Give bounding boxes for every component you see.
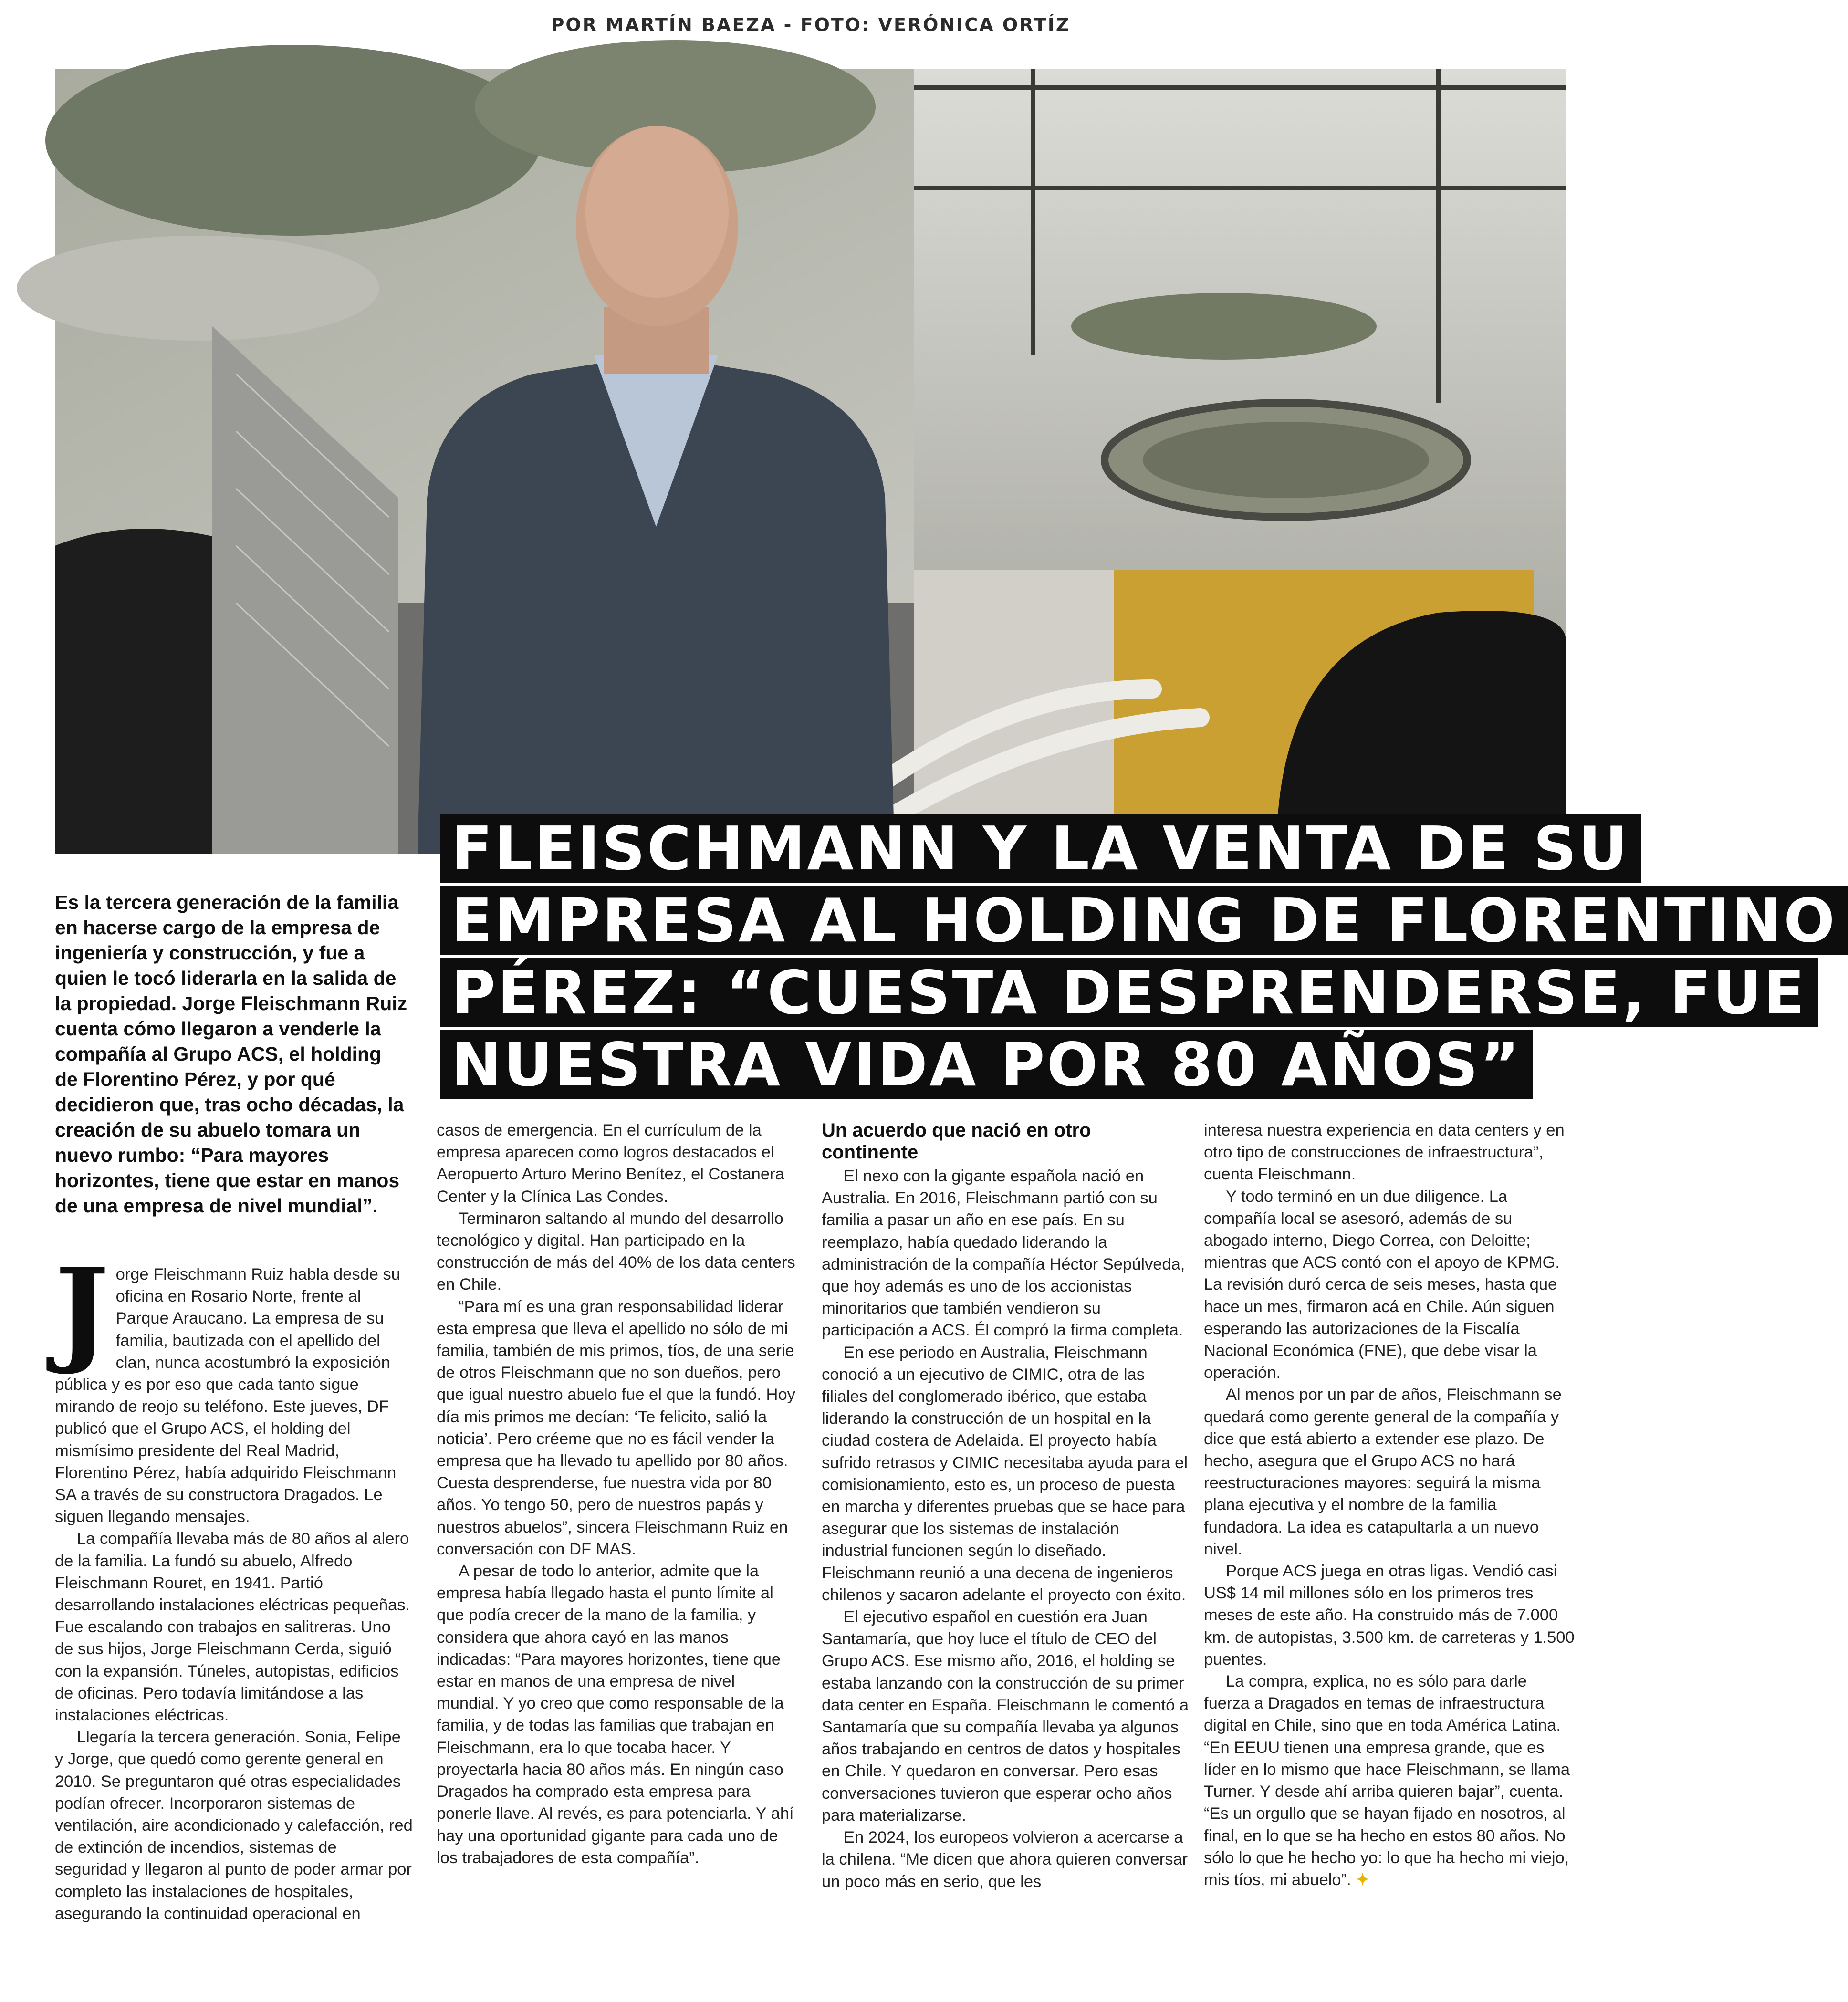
article-paragraph: En ese periodo en Australia, Fleischmann conoció a un ejecutivo de CIMIC, otra de las filiales del conglomerado ibérico, que estaba liderando la construcción de un hospital en la ciudad costera de Adelaida. El proyecto había sufrido retrasos y CIMIC necesitaba ayuda para el comisionamiento, esto es, un proceso de puesta en marcha y diferentes pruebas que se hace para asegurar que los sistemas de instalación industrial funcionen según lo diseñado. Fleischmann reunió a una decena de ingenieros chilenos y sacaron adelante el proyecto con éxito. [822,1343,1188,1604]
article-paragraph [55,1243,413,1528]
headline-line: EMPRESA AL HOLDING DE FLORENTINO [440,886,1848,955]
portrait-photo-illustration [55,69,1566,854]
article-paragraph: Llegaría la tercera generación. Sonia, Felipe y Jorge, que quedó como gerente general en 2010. Se preguntaron qué otras especialidades podían ofrecer. Incorporaron sistemas de ventilación, aire acondicionado y calefacción, red de extinción de incendios, sistemas de seguridad y llegaron al punto de poder armar por completo las instalaciones de hospitales, asegurando la continuidad operacional en [55,1728,413,1923]
byline: POR MARTÍN BAEZA - FOTO: VERÓNICA ORTÍZ [551,14,1071,35]
paragraph-text: La compra, explica, no es sólo para darle fuerza a Dragados en temas de infraestructura digital en Chile, sino que en toda América Latina. “En EEUU tienen una empresa grande, que es líder en lo mismo que hace Fleischmann, se llama Turner. Y desde ahí arriba quieren bajar”, cuenta. “Es un orgullo que se hayan fijado en nosotros, al final, en lo que se ha hecho en estos 80 años. No sólo lo que he hecho yo: lo que ha hecho mi viejo, mis tíos, mi abuelo”. [1204,1672,1570,1889]
headline-line: PÉREZ: “CUESTA DESPRENDERSE, FUE [440,958,1818,1027]
headline [440,813,1837,1102]
article-paragraph: casos de emergencia. En el currículum de la empresa aparecen como logros destacados el Aeropuerto Arturo Merino Benítez, el Costanera Center y la Clínica Las Condes. [437,1121,784,1206]
article-column-4 [1204,1119,1576,1891]
article-paragraph: A pesar de todo lo anterior, admite que la empresa había llegado hasta el punto límite al que podía crecer de la mano de la familia, y considera que ahora cayó en las manos indicadas: “Para mayores horizontes, tiene que estar en manos de una empresa de nivel mundial. Y yo creo que como responsable de la familia, y de todas las familias que trabajan en Fleischmann, era lo que tocaba hacer. Y proyectarla hacia 80 años más. En ningún caso Dragados ha comprado esta empresa para ponerle llave. Al revés, es para potenciarla. Y ahí hay una oportunidad gigante para cada uno de los trabajadores de esta compañía”. [437,1562,794,1867]
article-paragraph: La compañía llevaba más de 80 años al alero de la familia. La fundó su abuelo, Alfredo Fleischmann Rouret, en 1941. Partió desarrollando instalaciones eléctricas pequeñas. Fue escalando con trabajos en salitreras. Uno de sus hijos, Jorge Fleischmann Cerda, siguió con la expansión. Túneles, autopistas, edificios de oficinas. Pero todavía limitándose a las instalaciones eléctricas. [55,1530,410,1725]
article-paragraph: El ejecutivo español en cuestión era Juan Santamaría, que hoy luce el título de CEO del Grupo ACS. Ese mismo año, 2016, el holding se estaba lanzando con la construcción de su primer data center en España. Fleischmann le comentó a Santamaría que su compañía llevaba ya algunos años trabajando en centros de datos y hospitales en Chile. Y quedaron en conversar. Pero esas conversaciones tuvieron que esperar ocho años para materializarse. [822,1608,1189,1825]
article-paragraph: En 2024, los europeos volvieron a acercarse a la chilena. “Me dicen que ahora quieren conversar un poco más en serio, que les [822,1828,1188,1891]
headline-line: NUESTRA VIDA POR 80 AÑOS” [440,1030,1533,1099]
article-paragraph: Porque ACS juega en otras ligas. Vendió casi US$ 14 mil millones sólo en los primeros tres meses de este año. Ha construido más de 7.000 km. de autopistas, 3.500 km. de carreteras y 1.500 puentes. [1204,1562,1575,1668]
cover-photo [55,69,1566,854]
article-paragraph: Al menos por un par de años, Fleischmann se quedará como gerente general de la compañía y dice que está abierto a extender ese plazo. De hecho, asegura que el Grupo ACS no hará reestructuraciones mayores: seguirá la misma plana ejecutiva y el nombre de la familia fundadora. La idea es catapultarla a un nuevo nivel. [1204,1386,1562,1558]
article-paragraph: El nexo con la gigante española nació en Australia. En 2016, Fleischmann partió con su familia a pasar un año en ese país. En su reemplazo, había quedado liderando la administración de la compañía Héctor Sepúlveda, que hoy además es uno de los accionistas minoritarios que también vendieron su participación a ACS. Él compró la firma completa. [822,1167,1185,1340]
article-paragraph: Y todo terminó en un due diligence. La compañía local se asesoró, además de su abogado interno, Diego Correa, con Deloitte; mientras que ACS contó con el apoyo de KPMG. La revisión duró cerca de seis meses, hasta que hace un mes, firmaron acá en Chile. Aún siguen esperando las autorizaciones de la Fiscalía Nacional Económica (FNE), que debe visar la operación. [1204,1187,1560,1382]
article-paragraph: Terminaron saltando al mundo del desarrollo tecnológico y digital. Han participado en la construcción de más del 40% de los data centers en Chile. [437,1209,795,1294]
article-column-3 [822,1119,1189,1893]
drop-cap: J [55,1243,109,1377]
article-column-1 [55,1243,413,1925]
article-paragraph: interesa nuestra experiencia en data centers y en otro tipo de construcciones de infraestructura”, cuenta Fleischmann. [1204,1121,1565,1184]
section-subhead: Un acuerdo que nació en otro continente [822,1120,1091,1163]
article-column-2 [437,1119,799,1869]
article-paragraph [1204,1670,1576,1891]
lead-paragraph: Es la tercera generación de la familia en hacerse cargo de la empresa de ingeniería y construcción, y fue a quien le tocó liderarla en la salida de la propiedad. Jorge Fleischmann Ruiz cuenta cómo llegaron a venderle la compañía al Grupo ACS, el holding de Florentino Pérez, y por qué decidieron que, tras ocho décadas, la creación de su abuelo tomara un nuevo rumbo: “Para mayores horizontes, tiene que estar en manos de una empresa de nivel mundial”. [55,891,407,1217]
article-paragraph: “Para mí es una gran responsabilidad liderar esta empresa que lleva el apellido no sólo de mi familia, también de mis primos, tíos, de una serie de otros Fleischmann que no son dueños, pero que igual nuestro abuelo fue el que la fundó. Hoy día mis primos me decían: ‘Te felicito, salió la noticia’. Pero créeme que no es fácil vender la empresa que ha llevado tu apellido por 80 años. Cuesta desprenderse, fue nuestra vida por 80 años. Yo tengo 50, pero de nuestros papás y nuestros abuelos”, sincera Fleischmann Ruiz en conversación con DF MAS. [437,1297,795,1558]
end-mark-icon: ✦ [1356,1870,1370,1889]
headline-line: FLEISCHMANN Y LA VENTA DE SU [440,814,1641,883]
paragraph-text: orge Fleischmann Ruiz habla desde su oficina en Rosario Norte, frente al Parque Araucano. La empresa de su familia, bautizada con el apellido del clan, nunca acostumbró la exposición pública y es por eso que cada tanto sigue mirando de reojo su teléfono. Este jueves, DF publicó que el Grupo ACS, el holding del mismísimo presidente del Real Madrid, Florentino Pérez, había adquirido Fleischmann SA a través de su constructora Dragados. Le siguen llegando mensajes. [55,1265,400,1526]
